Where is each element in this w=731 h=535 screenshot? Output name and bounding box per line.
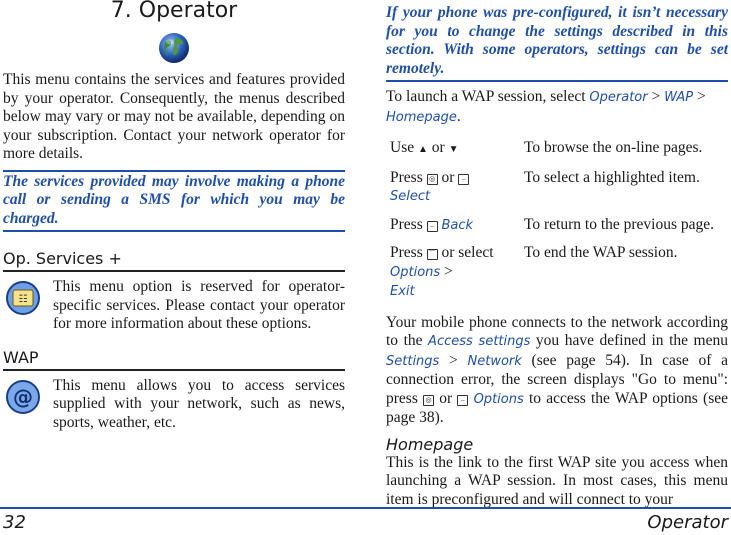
intro-paragraph: This menu contains the services and features provided by your operator. Consequently, the menus described below may vary or may not be available, depending on your subscription. Contact your network operator for more details. [3, 71, 345, 162]
ok-key-icon: ◎ [423, 395, 434, 406]
ok-key-icon: ◎ [427, 174, 438, 185]
nav-down-icon: ▼ [448, 144, 459, 155]
menu-link-exit: Exit [390, 284, 415, 299]
page-footer [0, 507, 731, 535]
table-row: Use ▲ or ▼ To browse the on-line pages. [390, 139, 703, 156]
chapter-title: 7. Operator [110, 0, 238, 23]
menu-link-options: Options [390, 264, 441, 280]
right-column [386, 0, 728, 509]
table-row: Press ◎ or – Select To select a highlighted item. [390, 168, 700, 204]
preconfig-note: If your phone was pre-configured, it isn’t necessary for you to change the settings described in this section. With some operators, settings can be set remotely. [386, 0, 728, 82]
table-row: Press ⌒ or select Options > Exit To end the WAP session. [390, 244, 678, 299]
connect-paragraph: Your mobile phone connects to the network according to the Access settings you have defined in the menu Settings > Network (see page 54). In case of a connection error, the screen displays "Go to menu": press ◎ or – Options to access the WAP options (see page 38). [386, 313, 729, 426]
launch-paragraph: To launch a WAP session, select Operator > WAP > Homepage. [386, 88, 706, 125]
nav-up-icon: ▲ [417, 144, 428, 155]
table-row: Press – Back To return to the previous page. [390, 215, 715, 233]
footer-chapter: Operator [647, 512, 728, 533]
menu-link-settings: Settings [386, 353, 440, 369]
page-number: 32 [3, 512, 26, 533]
softkey-icon: – [427, 221, 438, 232]
menu-link-access-settings: Access settings [428, 334, 531, 349]
homepage-heading: Homepage [386, 434, 474, 454]
op-services-text: This menu option is reserved for operator-specific services. Please contact your operator for more information about these options. [53, 278, 345, 332]
softkey-icon: – [458, 174, 469, 185]
section-heading-op-services: Op. Services + [3, 249, 345, 272]
key-table [386, 139, 728, 302]
section-heading-wap: WAP [3, 348, 345, 371]
menu-link-homepage: Homepage [386, 109, 457, 125]
wap-text: This menu allows you to access services supplied with your network, such as news, sports, weather, etc. [53, 376, 345, 431]
menu-link-options: Options [473, 391, 524, 407]
menu-link-network: Network [467, 353, 522, 369]
menu-link-wap: WAP [664, 90, 694, 105]
op-services-icon [3, 278, 43, 318]
svg-text:☷: ☷ [18, 294, 28, 305]
wap-block [3, 377, 345, 433]
at-sign-icon [3, 377, 43, 417]
homepage-text: This is the link to the first WAP site you access when launching a WAP session. In most cases, this menu item is preconfigured and will connect to your [386, 453, 728, 508]
end-key-icon: ⌒ [428, 250, 436, 258]
globe-icon [158, 32, 190, 64]
softkey-select-label: Select [390, 189, 431, 204]
softkey-icon: – [457, 395, 468, 406]
menu-link-operator: Operator [589, 90, 648, 105]
op-services-block [3, 278, 345, 334]
svg-text:@: @ [13, 384, 33, 409]
left-column [3, 0, 345, 432]
charge-note: The services provided may involve making a phone call or sending a SMS for which you may be charged. [3, 170, 345, 233]
softkey-back-label: Back [441, 217, 474, 233]
